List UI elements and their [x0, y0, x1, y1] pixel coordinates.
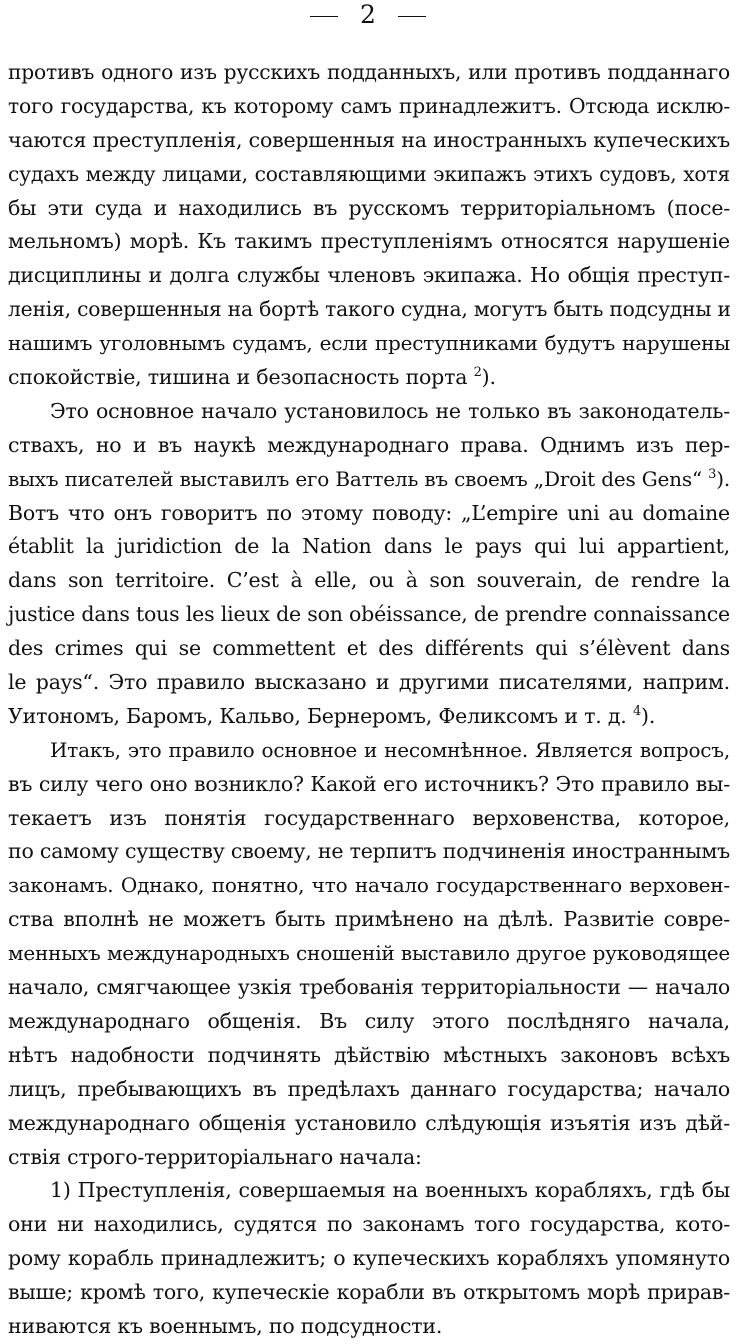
text-line [8, 1174, 730, 1208]
line-text: менныхъ международныхъ сношеній выставило другое руководящее [8, 941, 730, 966]
footnote-mark: 2 [473, 365, 482, 381]
line-text: начало, смягчающее узкія требованія территоріальности — начало [8, 975, 730, 1000]
line-text: le pays“. Это правило высказано и другими писателями, наприм. [8, 670, 730, 695]
page-number-text: 2 [360, 0, 376, 29]
line-text: международнаго общенія. Въ силу этого послѣдняго начала, [8, 1008, 730, 1033]
footnote-mark: 4 [632, 703, 642, 719]
line-text: чаются преступленія, совершенныя на иностранныхъ купеческихъ [8, 127, 730, 152]
text-line [8, 903, 730, 937]
line-text: Уитономъ, Баромъ, Кальво, Бернеромъ, Феликсомъ и т. д. [8, 703, 633, 728]
text-line [8, 395, 730, 429]
line-text: текаетъ изъ понятія государственнаго верховенства, которое, [8, 805, 730, 830]
body-text [8, 56, 730, 1344]
text-line [8, 768, 730, 802]
line-text: лицъ, пребывающихъ въ предѣлахъ даннаго государства; начало [8, 1076, 730, 1101]
text-line [8, 1276, 730, 1310]
footnote-mark: 3 [708, 466, 717, 482]
line-text: justice dans tous les lieux de son obéissance, de prendre connaissance [8, 602, 730, 627]
text-line [8, 259, 730, 293]
line-text: законамъ. Однако, понятно, что начало государственнаго верховен- [8, 873, 730, 898]
text-line [8, 700, 730, 734]
text-line [8, 1242, 730, 1276]
text-line [8, 564, 730, 598]
line-text: международнаго общенія установило слѣдующія изъятія изъ дѣй- [8, 1110, 730, 1135]
line-text: того государства, къ которому самъ принадлежитъ. Отсюда исклю- [8, 93, 730, 118]
line-text: ствахъ, но и въ наукѣ международнаго права. Однимъ изъ пер- [8, 432, 730, 457]
text-line [8, 158, 730, 192]
text-line [8, 1107, 730, 1141]
text-line [8, 429, 730, 463]
line-text: рому корабль принадлежитъ; о купеческихъ корабляхъ упомянуто [8, 1246, 730, 1271]
line-text: мельномъ) морѣ. Къ такимъ преступленіямъ относятся нарушеніе [8, 229, 730, 254]
text-line [8, 530, 730, 564]
text-line [8, 1073, 730, 1107]
text-line [8, 802, 730, 836]
text-line [8, 293, 730, 327]
line-text: по самому существу своему, не терпитъ подчиненія иностраннымъ [8, 839, 730, 864]
line-text: бы эти суда и находились въ русскомъ территоріальномъ (посе- [8, 195, 730, 220]
line-text: противъ одного изъ русскихъ подданныхъ, или противъ подданнаго [8, 60, 730, 84]
text-line [8, 734, 730, 768]
text-line [8, 632, 730, 666]
line-text: ства вполнѣ не можетъ быть примѣнено на дѣлѣ. Развитіе совре- [8, 907, 730, 932]
text-line [8, 1005, 730, 1039]
line-text-after: ). [716, 466, 730, 491]
line-text: выше; кромѣ того, купеческіе корабли въ открытомъ морѣ прирав- [8, 1280, 730, 1305]
line-text: Это основное начало установилось не только въ законодатель- [50, 398, 730, 423]
text-line [8, 598, 730, 632]
text-line [8, 666, 730, 700]
line-text: ствія строго-территоріальнаго начала: [8, 1144, 422, 1169]
text-line [8, 1141, 730, 1175]
text-line [8, 192, 730, 226]
text-line [8, 835, 730, 869]
line-text: 1) Преступленія, совершаемыя на военныхъ корабляхъ, гдѣ бы [50, 1178, 730, 1203]
line-text: спокойствіе, тишина и безопасность порта [8, 365, 474, 390]
text-line [8, 124, 730, 158]
text-line [8, 90, 730, 124]
text-line [8, 937, 730, 971]
text-line [8, 971, 730, 1005]
dash-left [310, 16, 338, 17]
line-text: они ни находились, судятся по законамъ того государства, кото- [8, 1212, 730, 1237]
text-line [8, 1310, 730, 1344]
dash-right [398, 16, 426, 17]
line-text-after: ). [641, 703, 656, 728]
line-text: Итакъ, это правило основное и несомнѣнное. Является вопросъ, [50, 737, 730, 762]
line-text: дисциплины и долга службы членовъ экипажа. Но общія преступ- [8, 263, 730, 288]
text-line [8, 869, 730, 903]
line-text-after: ). [481, 365, 496, 390]
line-text: Вотъ что онъ говоритъ по этому поводу: „L’empire uni au domaine [8, 500, 730, 525]
text-line [8, 463, 730, 497]
text-line [8, 56, 730, 90]
page-number [0, 2, 736, 28]
line-text: судахъ между лицами, составляющими экипажъ этихъ судовъ, хотя [8, 161, 730, 186]
text-line [8, 327, 730, 361]
text-line [8, 361, 730, 395]
line-text: ленія, совершенныя на бортѣ такого судна, могутъ быть подсудны и [8, 297, 731, 322]
line-text: нашимъ уголовнымъ судамъ, если преступниками будутъ нарушены [8, 331, 730, 356]
line-text: dans son territoire. C’est à elle, ou à son souverain, de rendre la [8, 568, 730, 593]
text-line [8, 225, 730, 259]
line-text: выхъ писателей выставилъ его Ваттель въ своемъ „Droit des Gens“ [8, 466, 709, 491]
line-text: ниваются къ военнымъ, по подсудности. [8, 1313, 443, 1338]
text-line [8, 1208, 730, 1242]
line-text: нѣтъ надобности подчинять дѣйствію мѣстныхъ законовъ всѣхъ [8, 1042, 730, 1067]
line-text: des crimes qui se commettent et des différents qui s’élèvent dans [8, 636, 730, 661]
line-text: въ силу чего оно возникло? Какой его источникъ? Это правило вы- [8, 771, 730, 796]
line-text: établit la juridiction de la Nation dans le pays qui lui appartient, [8, 534, 730, 559]
text-line [8, 1039, 730, 1073]
text-line [8, 497, 730, 531]
